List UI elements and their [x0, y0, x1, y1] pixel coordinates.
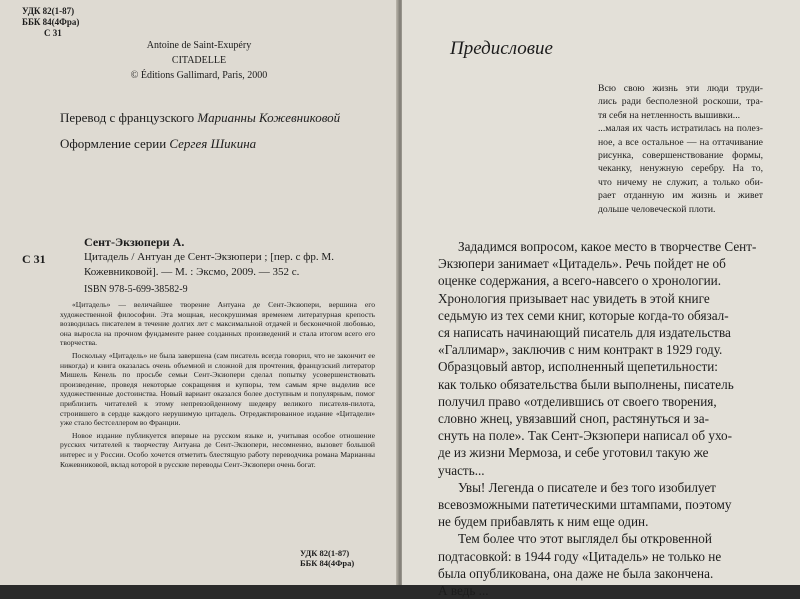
catalog-code: С 31: [22, 252, 46, 266]
body-line: снуть на поле». Так Сент-Экзюпери написал об ухо-: [438, 428, 733, 444]
body-line: Тем более что этот выглядел бы откровенной: [458, 531, 712, 547]
original-title: CITADELLE: [171, 55, 227, 66]
body-line: «Галлимар», заключив с ним контракт в 1929 году.: [438, 342, 723, 358]
annotation-paragraph: «Цитадель» — величайшее творение Антуана де Сент-Экзюпери, вершина его художественной философии. Эта мощная, несокрушимая временем литературная крепость возводилась писателем в течение долгих лет с максимальной отдачей и бесконечной любовью, она выросла на прочном фундаменте ранее созданных произведений и стала итогом всего его творчества.: [60, 300, 375, 348]
original-author: Antoine de Saint-Exupéry: [146, 40, 252, 51]
body-line: не будем прибавлять к ним еще один.: [438, 514, 649, 530]
epigraph-line: ...малая их часть истратилась на полез-: [598, 123, 763, 135]
translator-name: Марианны Кожевниковой: [197, 110, 341, 125]
body-line: была опубликована, она даже не была закончена.: [438, 565, 714, 581]
bottom-classification-codes: [300, 548, 354, 568]
bbk-code: ББК 84(4Фра): [22, 17, 80, 27]
body-line: де из жизни Мермоза, и себе уготовил такую же: [438, 445, 709, 461]
classification-codes: [22, 6, 79, 39]
epigraph-line: ное, а все остальное — на оттачивание: [598, 136, 763, 148]
epigraph-line: Всю свою жизнь эти люди труди-: [598, 83, 763, 94]
epigraph-line: рает отданную им жизнь и живет: [598, 190, 763, 202]
author-heading: Сент-Экзюпери А.: [84, 235, 185, 249]
body-line: словно жнец, увязавший сноп, растянуться и за-: [438, 411, 710, 427]
body-line: седьмую из тех семи книг, которые когда-то обязал-: [438, 307, 729, 323]
body-line: всевозможными патетическими штампами, поэтому: [438, 497, 732, 513]
preface-body: [438, 238, 793, 599]
epigraph-line: дольше человеческой плоти.: [598, 203, 716, 215]
translation-prefix: Перевод с французского: [60, 110, 198, 125]
design-prefix: Оформление серии: [60, 136, 170, 151]
body-line: Увы! Легенда о писателе и без того изобилует: [458, 479, 716, 495]
bbk-code-bottom: ББК 84(4Фра): [300, 558, 355, 568]
annotation-paragraph: Поскольку «Цитадель» не была завершена (сам писатель всегда говорил, что не закончит ее никогда) и книга оказалась очень объемной и сложной для прочтения, французский литератор Мишель Кенель по просьбе семьи Сент-Экзюпери сделал попытку усовершенствовать произведение, проведя некоторые сокращения и купюры, тем самым ярче выделив все художественные достоинства. Новый вариант оказался более доступным и популярным, помог приблизить читателей к этому непревзойденному шедевру великого писателя-пилота, строившего в сердце каждого нерушимую цитадель. Отредактированное издание «Цитадели» уже стало бестселлером во Франции.: [60, 350, 375, 428]
udk-code: УДК 82(1-87): [22, 6, 75, 16]
epigraph-line: что ничему не служит, а только оби-: [598, 176, 763, 188]
chapter-title: Предисловие: [450, 38, 553, 59]
design-credit: [60, 136, 256, 152]
body-line: оценке содержания, а всего-навсего о хронологии.: [438, 273, 722, 289]
annotation: [60, 300, 375, 472]
epigraph-line: тя себя на нетленность вышивки...: [598, 109, 741, 121]
copyright-line: © Éditions Gallimard, Paris, 2000: [130, 70, 268, 81]
body-line: получил право «отделившись от своего творения,: [438, 393, 717, 409]
epigraph-line: лись ради бесполезной роскоши, тра-: [598, 96, 763, 108]
epigraph-line: чеканку, ненужную серебру. На то,: [598, 163, 763, 175]
isbn: ISBN 978-5-699-38582-9: [84, 284, 188, 295]
epigraph: [598, 82, 763, 216]
udk-code-bottom: УДК 82(1-87): [300, 548, 350, 558]
body-line: Хронология призывает нас увидеть в этой книге: [438, 290, 710, 306]
body-line: участь...: [438, 462, 485, 478]
right-page: [402, 0, 800, 599]
left-page: [0, 0, 398, 585]
epigraph-line: рисунка, совершенствование формы,: [598, 150, 763, 162]
catalog-code-top: С 31: [44, 28, 62, 38]
annotation-paragraph: Новое издание публикуется впервые на русском языке и, учитывая особое отношение русских читателей к творчеству Антуана де Сент-Экзюпери, несомненно, вызовет большой интерес и у России. Особо хочется отметить блестящую работу переводчика романа Марианны Кожевниковой, вклад которой в русские переводы Сент-Экзюпери очень богат.: [60, 430, 375, 469]
body-line: подтасовкой: в 1944 году «Цитадель» не только не: [438, 548, 722, 564]
body-line: Образцовый автор, исполненный щепетильности:: [438, 359, 718, 375]
body-line: ся написать начинающий писатель для издательства: [438, 325, 731, 341]
body-line: Зададимся вопросом, какое место в творчестве Сент-: [458, 239, 757, 254]
bibliographic-record: Цитадель / Антуан де Сент-Экзюпери ; [пер. с фр. М. Кожевниковой]. — М. : Эксмо, 2009. — 352 с.: [84, 251, 334, 278]
body-line: А ведь ...: [438, 583, 489, 599]
translation-credit: [60, 110, 340, 126]
body-line: Экзюпери занимает «Цитадель». Речь пойдет не об: [438, 256, 726, 272]
designer-name: Сергея Шикина: [169, 136, 257, 151]
body-line: как только обязательства были выполнены, писатель: [438, 376, 734, 392]
